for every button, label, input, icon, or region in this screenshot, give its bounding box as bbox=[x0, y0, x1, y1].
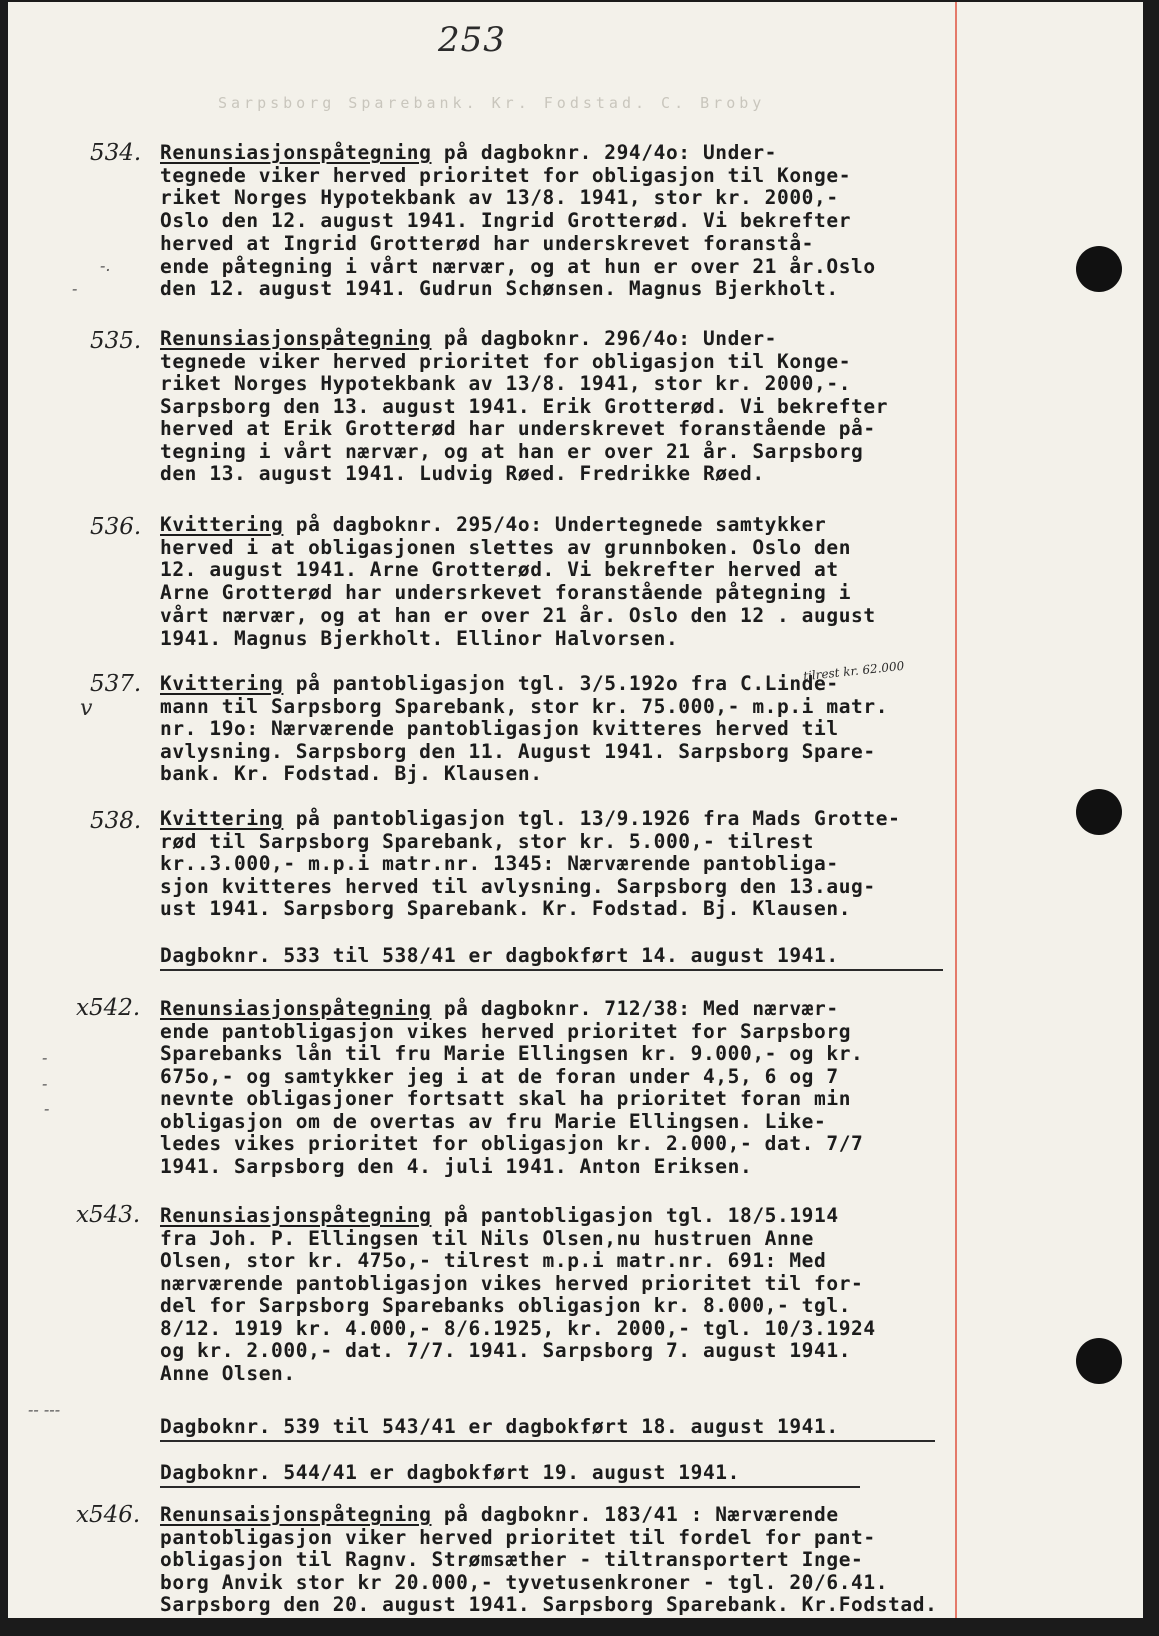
entry-title: Kvittering bbox=[160, 672, 284, 695]
entry-text-line: ust 1941. Sarpsborg Sparebank. Kr. Fodstad. Bj. Klausen. bbox=[160, 897, 852, 920]
entry-text-line: 675o,- og samtykker jeg i at de foran under 4,5, 6 og 7 bbox=[160, 1064, 839, 1088]
check-mark: v bbox=[80, 696, 93, 721]
entry-title: Renunsaisjonspåtegning bbox=[160, 1503, 432, 1526]
entry-text-line bbox=[160, 328, 777, 350]
entry-text-line: Olsen, stor kr. 475o,- tilrest m.p.i matr.nr. 691: Med bbox=[160, 1249, 827, 1272]
entry-text-line: kr..3.000,- m.p.i matr.nr. 1345: Nærværende pantobliga- bbox=[160, 852, 839, 875]
entry-text: på pantobligasjon tgl. 3/5.192o fra C.Linde- bbox=[283, 672, 839, 695]
entry-number: x543. bbox=[76, 1202, 141, 1228]
entry-text-line bbox=[160, 1205, 839, 1227]
margin-mark: - bbox=[42, 1074, 48, 1093]
entry-text-line: herved at Erik Grotterød har underskrevet foranstående på- bbox=[160, 417, 876, 440]
entry-text-line bbox=[160, 142, 777, 164]
entry-text-line: Arne Grotterød har undersrkevet foranstående påtegning i bbox=[160, 581, 852, 605]
entry-text-line: 8/12. 1919 kr. 4.000,- 8/6.1925, kr. 2000,- tgl. 10/3.1924 bbox=[160, 1316, 876, 1340]
entry-number: 538. bbox=[90, 808, 142, 834]
punch-hole bbox=[1076, 789, 1122, 835]
entry-text-line: mann til Sarpsborg Sparebank, stor kr. 75.000,- m.p.i matr. bbox=[160, 694, 889, 718]
dagbok-record-line: Dagboknr. 533 til 538/41 er dagbokført 14. august 1941. bbox=[160, 944, 839, 967]
entry-text-line: den 13. august 1941. Ludvig Røed. Fredrikke Røed. bbox=[160, 462, 765, 485]
entry-text-line: pantobligasjon viker herved prioritet til fordel for pant- bbox=[160, 1525, 876, 1549]
entry-text-line: riket Norges Hypotekbank av 13/8. 1941, stor kr. 2000,-. bbox=[160, 372, 852, 395]
entry-text-line: ledes vikes prioritet for obligasjon kr. 2.000,- dat. 7/7 bbox=[160, 1132, 864, 1155]
document-page bbox=[8, 2, 1143, 1618]
margin-rule bbox=[955, 2, 957, 1618]
entry-number: x546. bbox=[76, 1502, 141, 1528]
entry-text-line: nevnte obligasjoner fortsatt skal ha prioritet foran min bbox=[160, 1087, 852, 1110]
entry-text-line: Sparebanks lån til fru Marie Ellingsen kr. 9.000,- og kr. bbox=[160, 1042, 864, 1065]
entry-text-line: fra Joh. P. Ellingsen til Nils Olsen,nu hustruen Anne bbox=[160, 1226, 815, 1250]
entry-text-line bbox=[160, 808, 900, 830]
page-number: 253 bbox=[438, 20, 506, 60]
entry-text-line bbox=[160, 673, 839, 695]
entry-text-line: obligasjon om de overtas av fru Marie Ellingsen. Like- bbox=[160, 1109, 827, 1133]
entry-text-line: tegning i vårt nærvær, og at han er over 21 år. Sarpsborg bbox=[160, 439, 864, 463]
entry-text: på pantobligasjon tgl. 13/9.1926 fra Mads Grotte- bbox=[283, 807, 901, 830]
record-underline bbox=[160, 1486, 860, 1488]
entry-text-line: obligasjon til Ragnv. Strømsæther - tiltransportert Inge- bbox=[160, 1548, 864, 1571]
entry-title: Renunsiasjonspåtegning bbox=[160, 141, 432, 164]
margin-mark: - bbox=[44, 1099, 50, 1118]
margin-mark: - bbox=[42, 1048, 48, 1067]
entry-text: på dagboknr. 296/4o: Under- bbox=[431, 327, 778, 350]
entry-title: Renunsiasjonspåtegning bbox=[160, 1204, 432, 1227]
entry-text: på dagboknr. 712/38: Med nærvær- bbox=[431, 997, 839, 1020]
entry-text-line: vårt nærvær, og at han er over 21 år. Oslo den 12 . august bbox=[160, 603, 876, 627]
entry-text-line: riket Norges Hypotekbank av 13/8. 1941, stor kr. 2000,- bbox=[160, 186, 839, 210]
entry-text-line bbox=[160, 514, 826, 536]
entry-text-line: 1941. Sarpsborg den 4. juli 1941. Anton Eriksen. bbox=[160, 1154, 753, 1178]
margin-mark: -- --- bbox=[28, 1400, 61, 1419]
entry-text-line: herved i at obligasjonen slettes av grunnboken. Oslo den bbox=[160, 535, 852, 559]
entry-text-line: del for Sarpsborg Sparebanks obligasjon kr. 8.000,- tgl. bbox=[160, 1294, 852, 1317]
bleed-through-header: Sarpsborg Sparebank. Kr. Fodstad. C. Broby bbox=[218, 94, 766, 112]
entry-text-line: bank. Kr. Fodstad. Bj. Klausen. bbox=[160, 762, 543, 785]
entry-text-line: og kr. 2.000,- dat. 7/7. 1941. Sarpsborg 7. august 1941. bbox=[160, 1339, 852, 1362]
entry-text-line: tegnede viker herved prioritet for obligasjon til Konge- bbox=[160, 163, 852, 187]
entry-title: Renunsiasjonspåtegning bbox=[160, 327, 432, 350]
entry-number: 536. bbox=[90, 514, 142, 540]
entry-title: Kvittering bbox=[160, 807, 284, 830]
entry-text: på pantobligasjon tgl. 18/5.1914 bbox=[431, 1204, 839, 1227]
entry-text-line: tegnede viker herved prioritet for obligasjon til Konge- bbox=[160, 349, 852, 373]
entry-text-line: Sarpsborg den 13. august 1941. Erik Grotterød. Vi bekrefter bbox=[160, 394, 889, 418]
entry-text-line: Sarpsborg den 20. august 1941. Sarpsborg Sparebank. Kr.Fodstad. bbox=[160, 1593, 938, 1616]
entry-text-line: avlysning. Sarpsborg den 11. August 1941. Sarpsborg Spare- bbox=[160, 739, 876, 763]
entry-number: 534. bbox=[90, 140, 142, 166]
entry-text-line: herved at Ingrid Grotterød har underskrevet foranstå- bbox=[160, 231, 815, 255]
entry-text-line: nr. 19o: Nærværende pantobligasjon kvitteres herved til bbox=[160, 717, 839, 740]
entry-text-line: ende pantobligasjon vikes herved prioritet for Sarpsborg bbox=[160, 1019, 852, 1043]
entry-text-line: ende påtegning i vårt nærvær, og at hun er over 21 år.Oslo bbox=[160, 254, 876, 278]
entry-text-line: sjon kvitteres herved til avlysning. Sarpsborg den 13.aug- bbox=[160, 874, 876, 898]
entry-text-line: rød til Sarpsborg Sparebank, stor kr. 5.000,- tilrest bbox=[160, 829, 815, 853]
entry-number: 535. bbox=[90, 328, 142, 354]
margin-mark: - bbox=[72, 279, 78, 298]
entry-text-line bbox=[160, 1504, 839, 1526]
margin-mark: -. bbox=[100, 256, 111, 275]
entry-number: 537. bbox=[90, 671, 142, 697]
dagbok-record-line: Dagboknr. 539 til 543/41 er dagbokført 18. august 1941. bbox=[160, 1415, 839, 1438]
entry-text-line: borg Anvik stor kr 20.000,- tyvetusenkroner - tgl. 20/6.41. bbox=[160, 1570, 889, 1594]
record-underline bbox=[160, 1440, 935, 1442]
entry-text-line: 1941. Magnus Bjerkholt. Ellinor Halvorsen. bbox=[160, 626, 679, 650]
entry-title: Renunsiasjonspåtegning bbox=[160, 997, 432, 1020]
entry-text-line: Oslo den 12. august 1941. Ingrid Grotterød. Vi bekrefter bbox=[160, 209, 852, 233]
entry-number: x542. bbox=[76, 995, 141, 1021]
entry-text-line: Anne Olsen. bbox=[160, 1361, 296, 1385]
dagbok-record-line: Dagboknr. 544/41 er dagbokført 19. august 1941. bbox=[160, 1461, 740, 1484]
entry-text-line: den 12. august 1941. Gudrun Schønsen. Magnus Bjerkholt. bbox=[160, 277, 839, 301]
punch-hole bbox=[1076, 246, 1122, 292]
entry-text: på dagboknr. 295/4o: Undertegnede samtykker bbox=[283, 513, 827, 536]
entry-text: på dagboknr. 183/41 : Nærværende bbox=[431, 1503, 839, 1526]
record-underline bbox=[160, 969, 943, 971]
entry-text: på dagboknr. 294/4o: Under- bbox=[431, 141, 778, 164]
entry-text-line bbox=[160, 998, 839, 1020]
punch-hole bbox=[1076, 1338, 1122, 1384]
handwritten-annotation: tilrest kr. 62.000 bbox=[802, 658, 905, 684]
entry-text-line: nærværende pantobligasjon vikes herved prioritet til for- bbox=[160, 1271, 864, 1295]
entry-text-line: 12. august 1941. Arne Grotterød. Vi bekrefter herved at bbox=[160, 558, 839, 582]
entry-title: Kvittering bbox=[160, 513, 284, 536]
